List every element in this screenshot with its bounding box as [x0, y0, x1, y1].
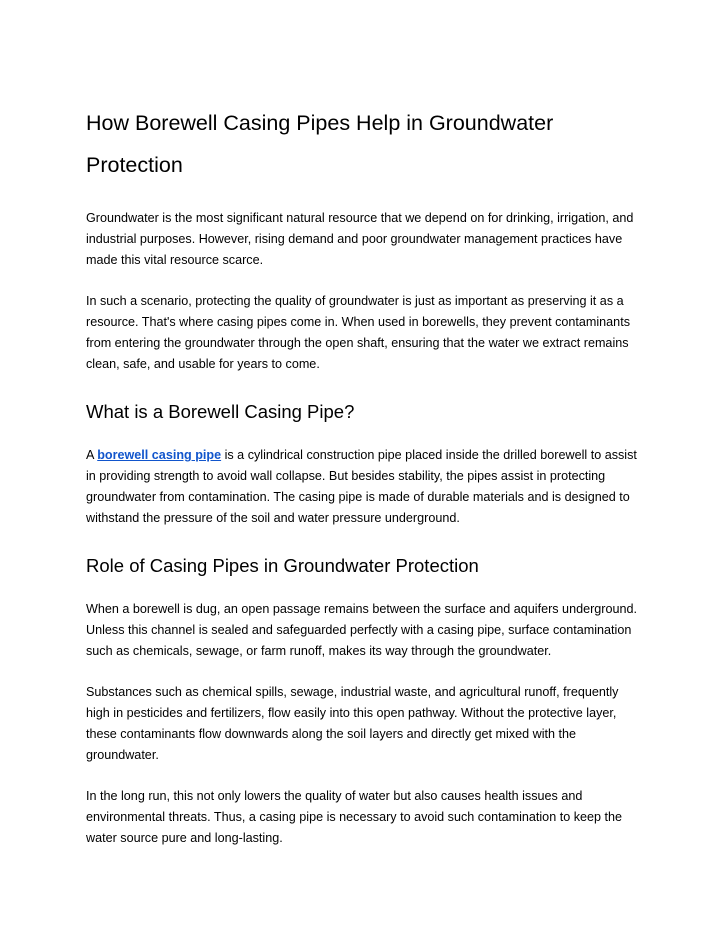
intro-paragraph-1: Groundwater is the most significant natural resource that we depend on for drinking, irrigation, and industrial purposes. However, rising demand and poor groundwater management practices have made this vital resource scarce.: [86, 211, 634, 267]
section1-prefix: A: [86, 448, 98, 462]
section2-paragraph-1: When a borewell is dug, an open passage remains between the surface and aquifers underground. Unless this channel is sealed and safeguarded perfectly with a casing pipe, surface contamination such as chemicals, sewage, or farm runoff, makes its way through the groundwater.: [86, 602, 637, 658]
document-page: [86, 102, 641, 849]
section2-paragraph-2: Substances such as chemical spills, sewage, industrial waste, and agricultural runoff, frequently high in pesticides and fertilizers, flow easily into this open pathway. Without the protective layer, these contaminants flow downwards along the soil layers and directly get mixed with the groundwater.: [86, 685, 619, 762]
section1-suffix: is a cylindrical construction pipe placed inside the drilled borewell to assist in providing strength to avoid wall collapse. But besides stability, the pipes assist in protecting groundwater from contamination. The casing pipe is made of durable materials and is designed to withstand the pressure of the soil and water pressure underground.: [86, 448, 637, 525]
intro-paragraph-2: In such a scenario, protecting the quality of groundwater is just as important as preserving it as a resource. That's where casing pipes come in. When used in borewells, they prevent contaminants from entering the groundwater through the open shaft, ensuring that the water we extract remains clean, safe, and usable for years to come.: [86, 294, 630, 371]
section1-paragraph: [86, 445, 641, 529]
section2-paragraph-3: In the long run, this not only lowers the quality of water but also causes health issues and environmental threats. Thus, a casing pipe is necessary to avoid such contamination to keep the water source pure and long-lasting.: [86, 789, 623, 845]
page-title: How Borewell Casing Pipes Help in Groundwater Protection: [86, 111, 554, 177]
section-heading-role: Role of Casing Pipes in Groundwater Protection: [86, 555, 479, 576]
section-heading-what-is: What is a Borewell Casing Pipe?: [86, 401, 355, 422]
borewell-casing-pipe-link[interactable]: borewell casing pipe: [97, 448, 222, 462]
